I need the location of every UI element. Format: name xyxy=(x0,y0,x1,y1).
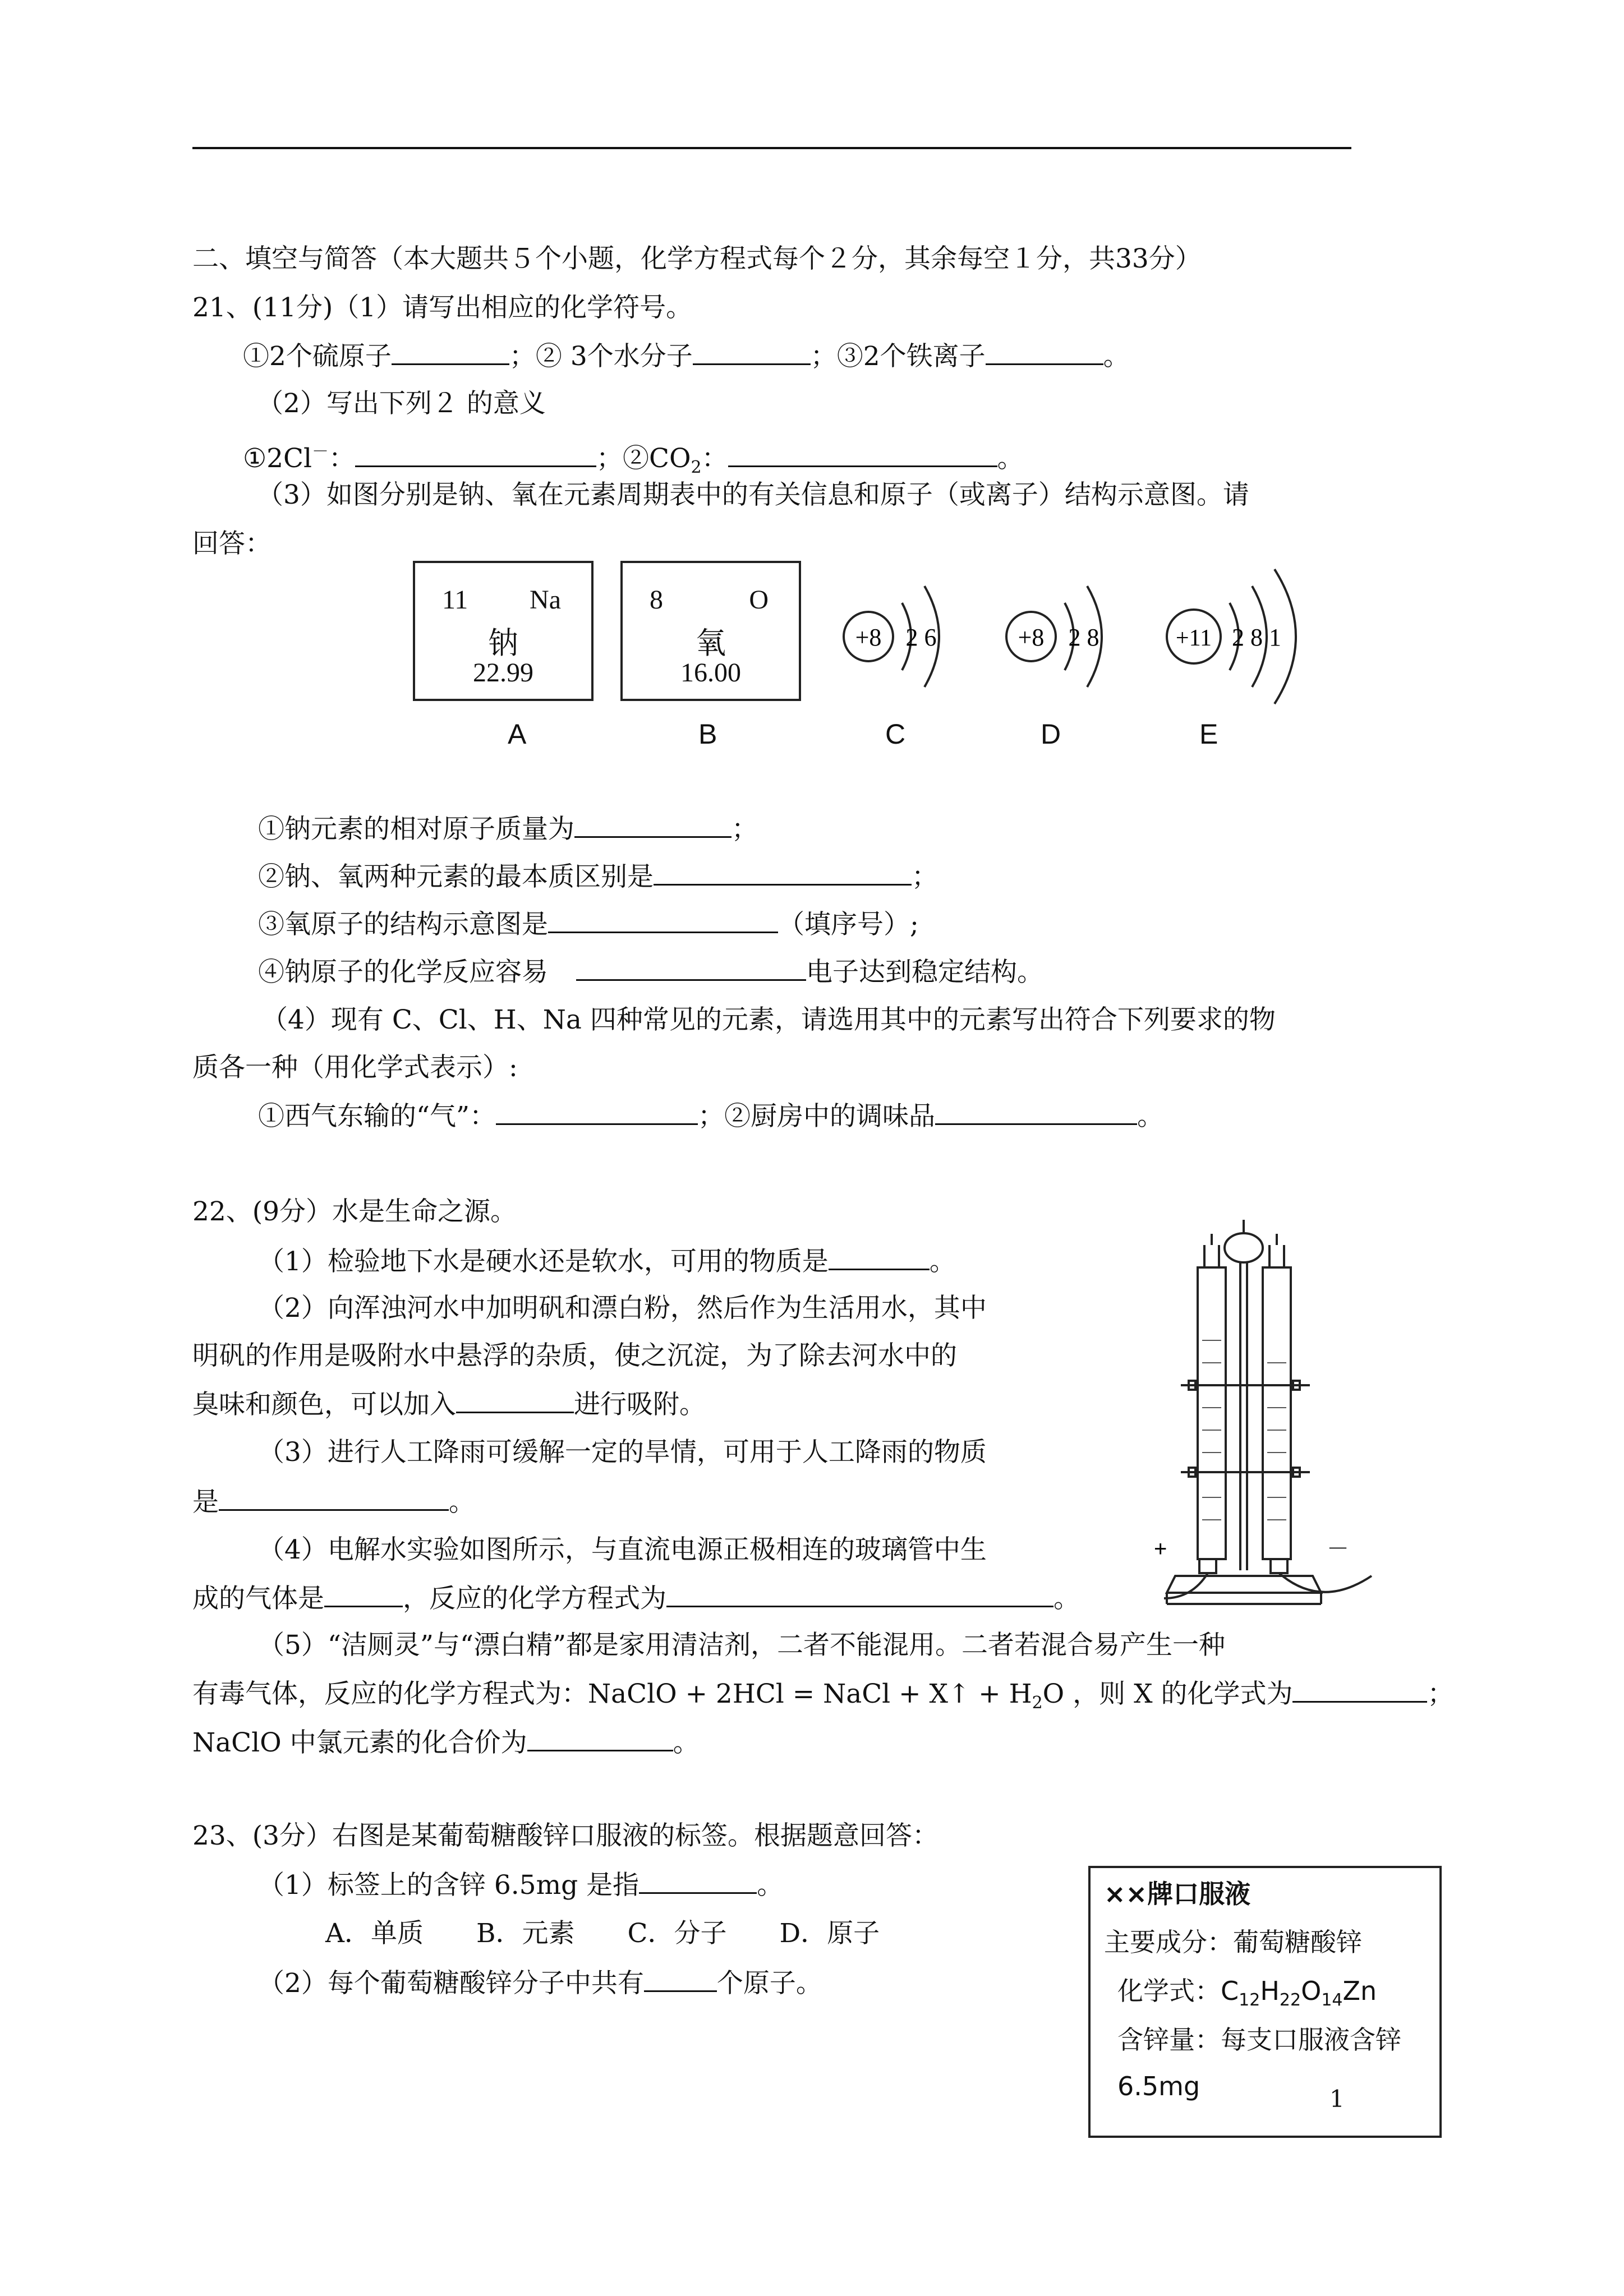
answer-blank[interactable] xyxy=(456,1387,574,1413)
q23-options: A．单质 B．元素 C．分子 D．原子 xyxy=(325,1918,880,1949)
answer-blank[interactable] xyxy=(654,859,912,886)
section-title: 二、填空与简答（本大题共５个小题，化学方程式每个２分，其余每空１分，共33分） xyxy=(192,243,1202,274)
figure-label-e: E xyxy=(1199,718,1218,750)
figure-label-a: A xyxy=(508,718,527,750)
answer-blank[interactable] xyxy=(1292,1676,1427,1703)
answer-blank[interactable] xyxy=(496,1099,698,1125)
answer-blank[interactable] xyxy=(355,441,596,467)
svg-text:+11: +11 xyxy=(1175,625,1212,651)
q22-line9: （5）“洁厕灵”与“漂白精”都是家用清洁剂，二者不能混用。二者若混合易产生一种 xyxy=(258,1630,1226,1661)
q21-part2-title: （2）写出下列２ 的意义 xyxy=(257,388,546,419)
answer-blank[interactable] xyxy=(219,1484,449,1511)
label-card-zinc-amount: 6.5mg xyxy=(1117,2071,1200,2101)
figure-label-b: B xyxy=(698,718,717,750)
figure-label-d: D xyxy=(1041,718,1061,750)
q22-line6: 是 。 xyxy=(192,1484,475,1519)
q21-part3-line1: （3）如图分别是钠、氧在元素周期表中的有关信息和原子（或离子）结构示意图。请 xyxy=(257,480,1249,510)
oral-liquid-label-card xyxy=(1088,1866,1442,2138)
answer-blank[interactable] xyxy=(639,1868,757,1894)
q21-subq1: ①钠元素的相对原子质量为 ； xyxy=(258,812,758,846)
negative-terminal-label: － xyxy=(1327,1537,1349,1561)
q22-line8: 成的气体是 ，反应的化学方程式为 。 xyxy=(192,1581,1080,1616)
q21-part4-line2: 质各一种（用化学式表示）: xyxy=(192,1052,518,1083)
q22-title: 22、(9分）水是生命之源。 xyxy=(192,1196,517,1227)
label-card-title: ××牌口服液 xyxy=(1104,1879,1251,1909)
chemical-formula: $C_{12}H_{22}O_{14}Zn$ xyxy=(1221,1976,1377,2010)
q22-line7: （4）电解水实验如图所示，与直流电源正极相连的玻璃管中生 xyxy=(258,1534,987,1565)
answer-blank[interactable] xyxy=(693,339,811,365)
svg-text:+8: +8 xyxy=(1018,624,1045,651)
answer-blank[interactable] xyxy=(935,1099,1137,1125)
q22-line2: （2）向浑浊河水中加明矾和漂白粉，然后作为生活用水，其中 xyxy=(258,1293,987,1324)
q21-part2: ①2Cl－： ；$②CO_2$： 。 xyxy=(243,442,1024,477)
atomic-structure-diagrams xyxy=(836,550,1329,735)
q23-title: 23、(3分）右图是某葡萄糖酸锌口服液的标签。根据题意回答： xyxy=(192,1820,939,1851)
structure-diagram-e xyxy=(1167,569,1296,704)
answer-blank[interactable] xyxy=(548,907,778,933)
svg-text:2 6: 2 6 xyxy=(905,624,937,651)
q22-line10: 有毒气体，反应的化学方程式为：NaClO + 2HCl = NaCl + X↑ + $H_2O$ ，则 X 的化学式为 ； xyxy=(192,1676,1453,1720)
q21-part1: ①2个硫原子 ；② 3个水分子 ；③2个铁离子 。 xyxy=(243,339,1130,374)
svg-text:2 8: 2 8 xyxy=(1068,624,1099,651)
positive-terminal-label: + xyxy=(1154,1537,1167,1561)
label-card-zinc-content: 含锌量：每支口服液含锌 xyxy=(1117,2025,1401,2055)
answer-blank[interactable] xyxy=(986,339,1103,365)
answer-blank[interactable] xyxy=(392,339,509,365)
label-card-ingredient: 主要成分：葡萄糖酸锌 xyxy=(1104,1927,1362,1957)
q22-line1: （1）检验地下水是硬水还是软水，可用的物质是 。 xyxy=(258,1244,956,1279)
q23-line1: （1）标签上的含锌 6.5mg 是指 。 xyxy=(258,1868,783,1902)
q22-line3: 明矾的作用是吸附水中悬浮的杂质，使之沉淀，为了除去河水中的 xyxy=(192,1340,957,1371)
answer-blank[interactable] xyxy=(527,1725,673,1751)
structure-diagram-d xyxy=(1006,586,1102,687)
svg-text:2 8 1: 2 8 1 xyxy=(1232,624,1281,651)
q22-line4: 臭味和颜色，可以加入 进行吸附。 xyxy=(192,1387,706,1422)
q22-line5: （3）进行人工降雨可缓解一定的旱情，可用于人工降雨的物质 xyxy=(258,1437,987,1468)
answer-blank[interactable] xyxy=(829,1244,930,1270)
q21-title: 21、(11分)（1）请写出相应的化学符号。 xyxy=(192,292,693,323)
answer-blank[interactable] xyxy=(574,812,732,838)
q21-part4-line3: ①西气东输的“气”： ；②厨房中的调味品 。 xyxy=(258,1099,1163,1133)
q21-part4-line1: （4）现有 C、Cl、H、Na 四种常见的元素，请选用其中的元素写出符合下列要求的物 xyxy=(261,1004,1276,1035)
figure-label-c: C xyxy=(885,718,906,750)
answer-blank[interactable] xyxy=(666,1581,1053,1607)
answer-blank[interactable] xyxy=(324,1581,403,1607)
answer-blank[interactable] xyxy=(644,1966,717,1992)
svg-text:+8: +8 xyxy=(855,624,882,651)
q21-subq4: ④钠原子的化学反应容易 电子达到稳定结构。 xyxy=(258,955,1043,989)
periodic-tile-sodium: 11 Na 钠 22.99 xyxy=(413,561,594,701)
answer-blank[interactable] xyxy=(728,441,997,467)
q21-part3-line2: 回答： xyxy=(192,528,272,559)
periodic-tile-oxygen: 8 O 氧 16.00 xyxy=(620,561,801,701)
answer-blank[interactable] xyxy=(576,955,806,981)
label-card-formula: 化学式：$C_{12}H_{22}O_{14}Zn$ xyxy=(1117,1976,1377,2010)
q21-subq2: ②钠、氧两种元素的最本质区别是 ； xyxy=(258,859,938,894)
electrolysis-apparatus-diagram xyxy=(1142,1217,1377,1610)
header-rule xyxy=(192,147,1351,149)
q23-line2: （2）每个葡萄糖酸锌分子中共有 个原子。 xyxy=(258,1966,822,2000)
structure-diagram-c xyxy=(844,586,939,687)
q22-line11: NaClO 中氯元素的化合价为 。 xyxy=(192,1725,700,1760)
page-number: 1 xyxy=(1329,2085,1345,2113)
q21-subq3: ③氧原子的结构示意图是 （填序号）; xyxy=(258,907,919,942)
